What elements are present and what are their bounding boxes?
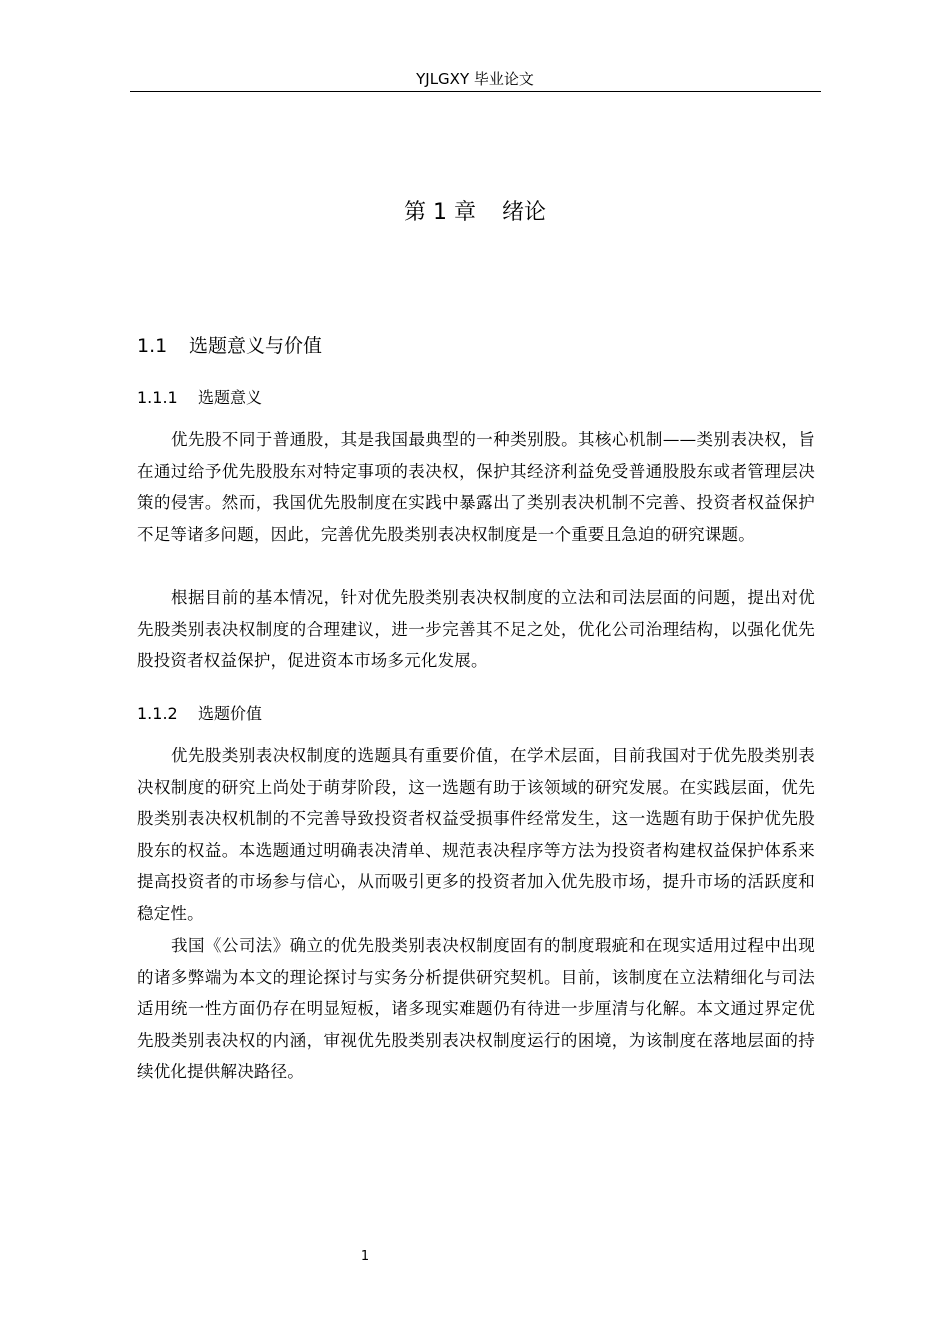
chapter-number: 第 1 章	[404, 200, 476, 225]
section-number: 1.1	[137, 335, 168, 357]
header-rule	[130, 91, 821, 92]
subsection-title: 选题意义	[198, 388, 263, 407]
subsection-number: 1.1.2	[137, 704, 178, 723]
page-number: 1	[360, 1249, 370, 1264]
chapter-title: 绪论	[501, 200, 546, 225]
body-paragraph: 我国《公司法》确立的优先股类别表决权制度固有的制度瑕疵和在现实适用过程中出现的诸多弊端为本文的理论探讨与实务分析提供研究契机。目前，该制度在立法精细化与司法适用统一性方面仍存在明显短板，诸多现实难题仍有待进一步厘清与化解。本文通过界定优先股类别表决权的内涵，审视优先股类别表决权制度运行的困境，为该制度在落地层面的持续优化提供解决路径。	[137, 936, 815, 1081]
subsection-heading	[137, 387, 262, 409]
section-heading	[137, 333, 322, 359]
subsection-heading	[137, 703, 262, 725]
subsection-title: 选题价值	[198, 704, 263, 723]
body-paragraph: 根据目前的基本情况，针对优先股类别表决权制度的立法和司法层面的问题，提出对优先股类别表决权制度的合理建议，进一步完善其不足之处，优化公司治理结构，以强化优先股投资者权益保护，促进资本市场多元化发展。	[137, 588, 815, 670]
body-paragraph: 优先股类别表决权制度的选题具有重要价值，在学术层面，目前我国对于优先股类别表决权制度的研究上尚处于萌芽阶段，这一选题有助于该领域的研究发展。在实践层面，优先股类别表决权机制的不完善导致投资者权益受损事件经常发生，这一选题有助于保护优先股股东的权益。本选题通过明确表决清单、规范表决程序等方法为投资者构建权益保护体系来提高投资者的市场参与信心，从而吸引更多的投资者加入优先股市场，提升市场的活跃度和稳定性。	[137, 746, 815, 923]
running-header: YJLGXY 毕业论文	[416, 70, 534, 88]
section-title: 选题意义与价值	[189, 335, 323, 357]
subsection-number: 1.1.1	[137, 388, 178, 407]
chapter-heading	[130, 198, 820, 228]
body-paragraph: 优先股不同于普通股，其是我国最典型的一种类别股。其核心机制——类别表决权，旨在通过给予优先股股东对特定事项的表决权，保护其经济利益免受普通股股东或者管理层决策的侵害。然而，我国优先股制度在实践中暴露出了类别表决机制不完善、投资者权益保护不足等诸多问题，因此，完善优先股类别表决权制度是一个重要且急迫的研究课题。	[137, 430, 815, 544]
